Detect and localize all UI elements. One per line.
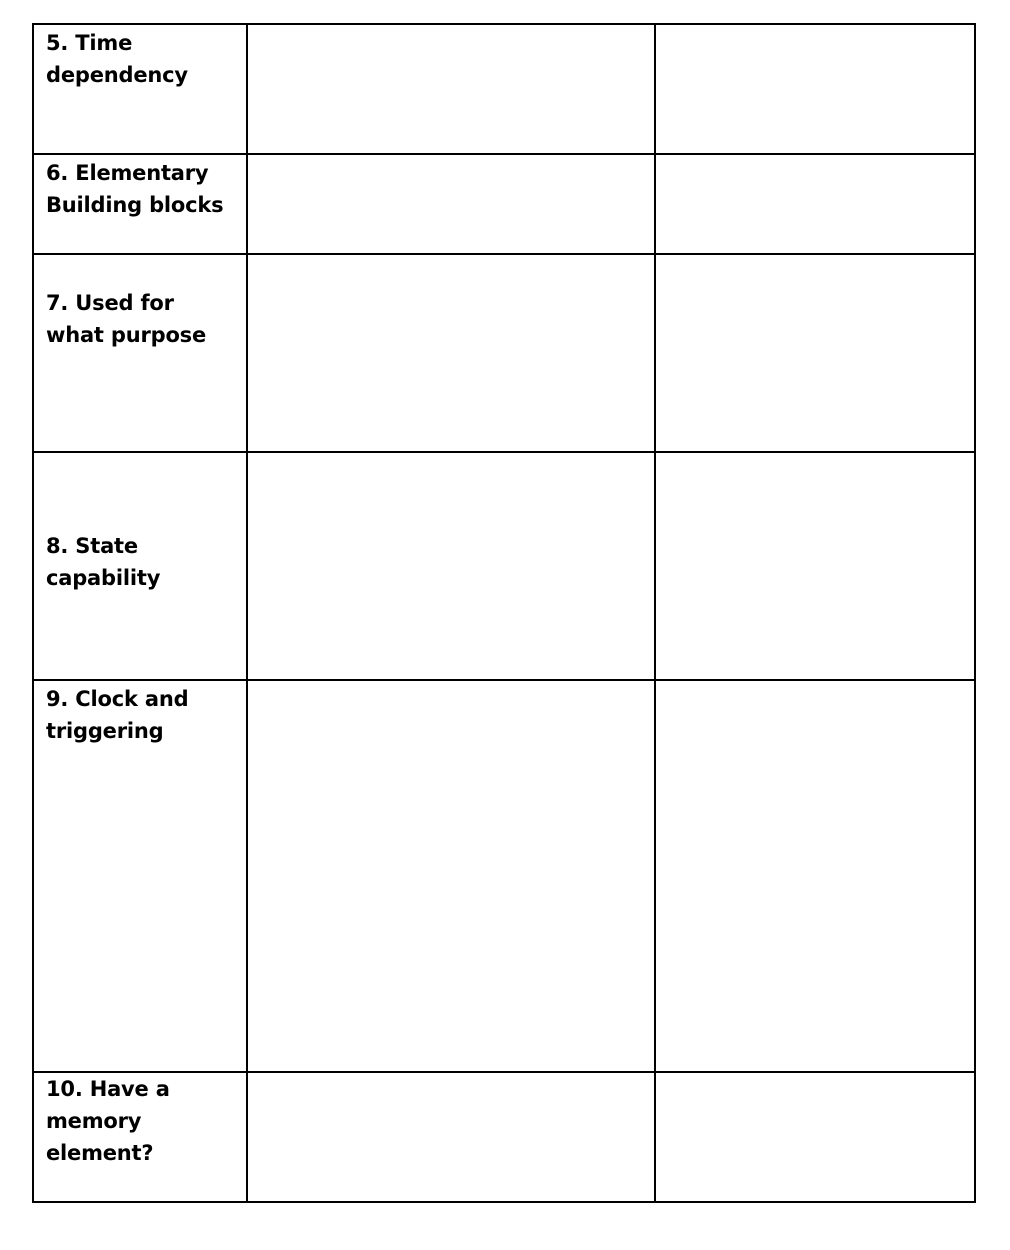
row-label-cell <box>33 452 247 680</box>
table-row <box>33 452 975 680</box>
answer-cell[interactable] <box>247 1072 655 1202</box>
row-label: 8. State capability <box>46 534 161 590</box>
row-label-cell <box>33 254 247 452</box>
row-label: 9. Clock and triggering <box>46 687 189 743</box>
answer-cell[interactable] <box>247 680 655 1072</box>
answer-cell[interactable] <box>655 24 975 154</box>
table-row <box>33 680 975 1072</box>
table-row <box>33 154 975 254</box>
table-row <box>33 24 975 154</box>
answer-cell[interactable] <box>655 680 975 1072</box>
answer-cell[interactable] <box>655 452 975 680</box>
row-label-cell <box>33 1072 247 1202</box>
answer-cell[interactable] <box>247 154 655 254</box>
answer-cell[interactable] <box>247 24 655 154</box>
row-label-cell <box>33 154 247 254</box>
row-label: 10. Have a memory element? <box>46 1077 170 1165</box>
row-label: 7. Used for what purpose <box>46 291 207 347</box>
answer-cell[interactable] <box>655 154 975 254</box>
answer-cell[interactable] <box>247 254 655 452</box>
comparison-table <box>32 23 976 1203</box>
comparison-table-sheet <box>32 23 974 1203</box>
row-label-cell <box>33 24 247 154</box>
table-row <box>33 1072 975 1202</box>
table-row <box>33 254 975 452</box>
row-label: 5. Time dependency <box>46 31 188 87</box>
row-label: 6. Elementary Building blocks <box>46 161 224 217</box>
answer-cell[interactable] <box>655 254 975 452</box>
answer-cell[interactable] <box>655 1072 975 1202</box>
answer-cell[interactable] <box>247 452 655 680</box>
row-label-cell <box>33 680 247 1072</box>
